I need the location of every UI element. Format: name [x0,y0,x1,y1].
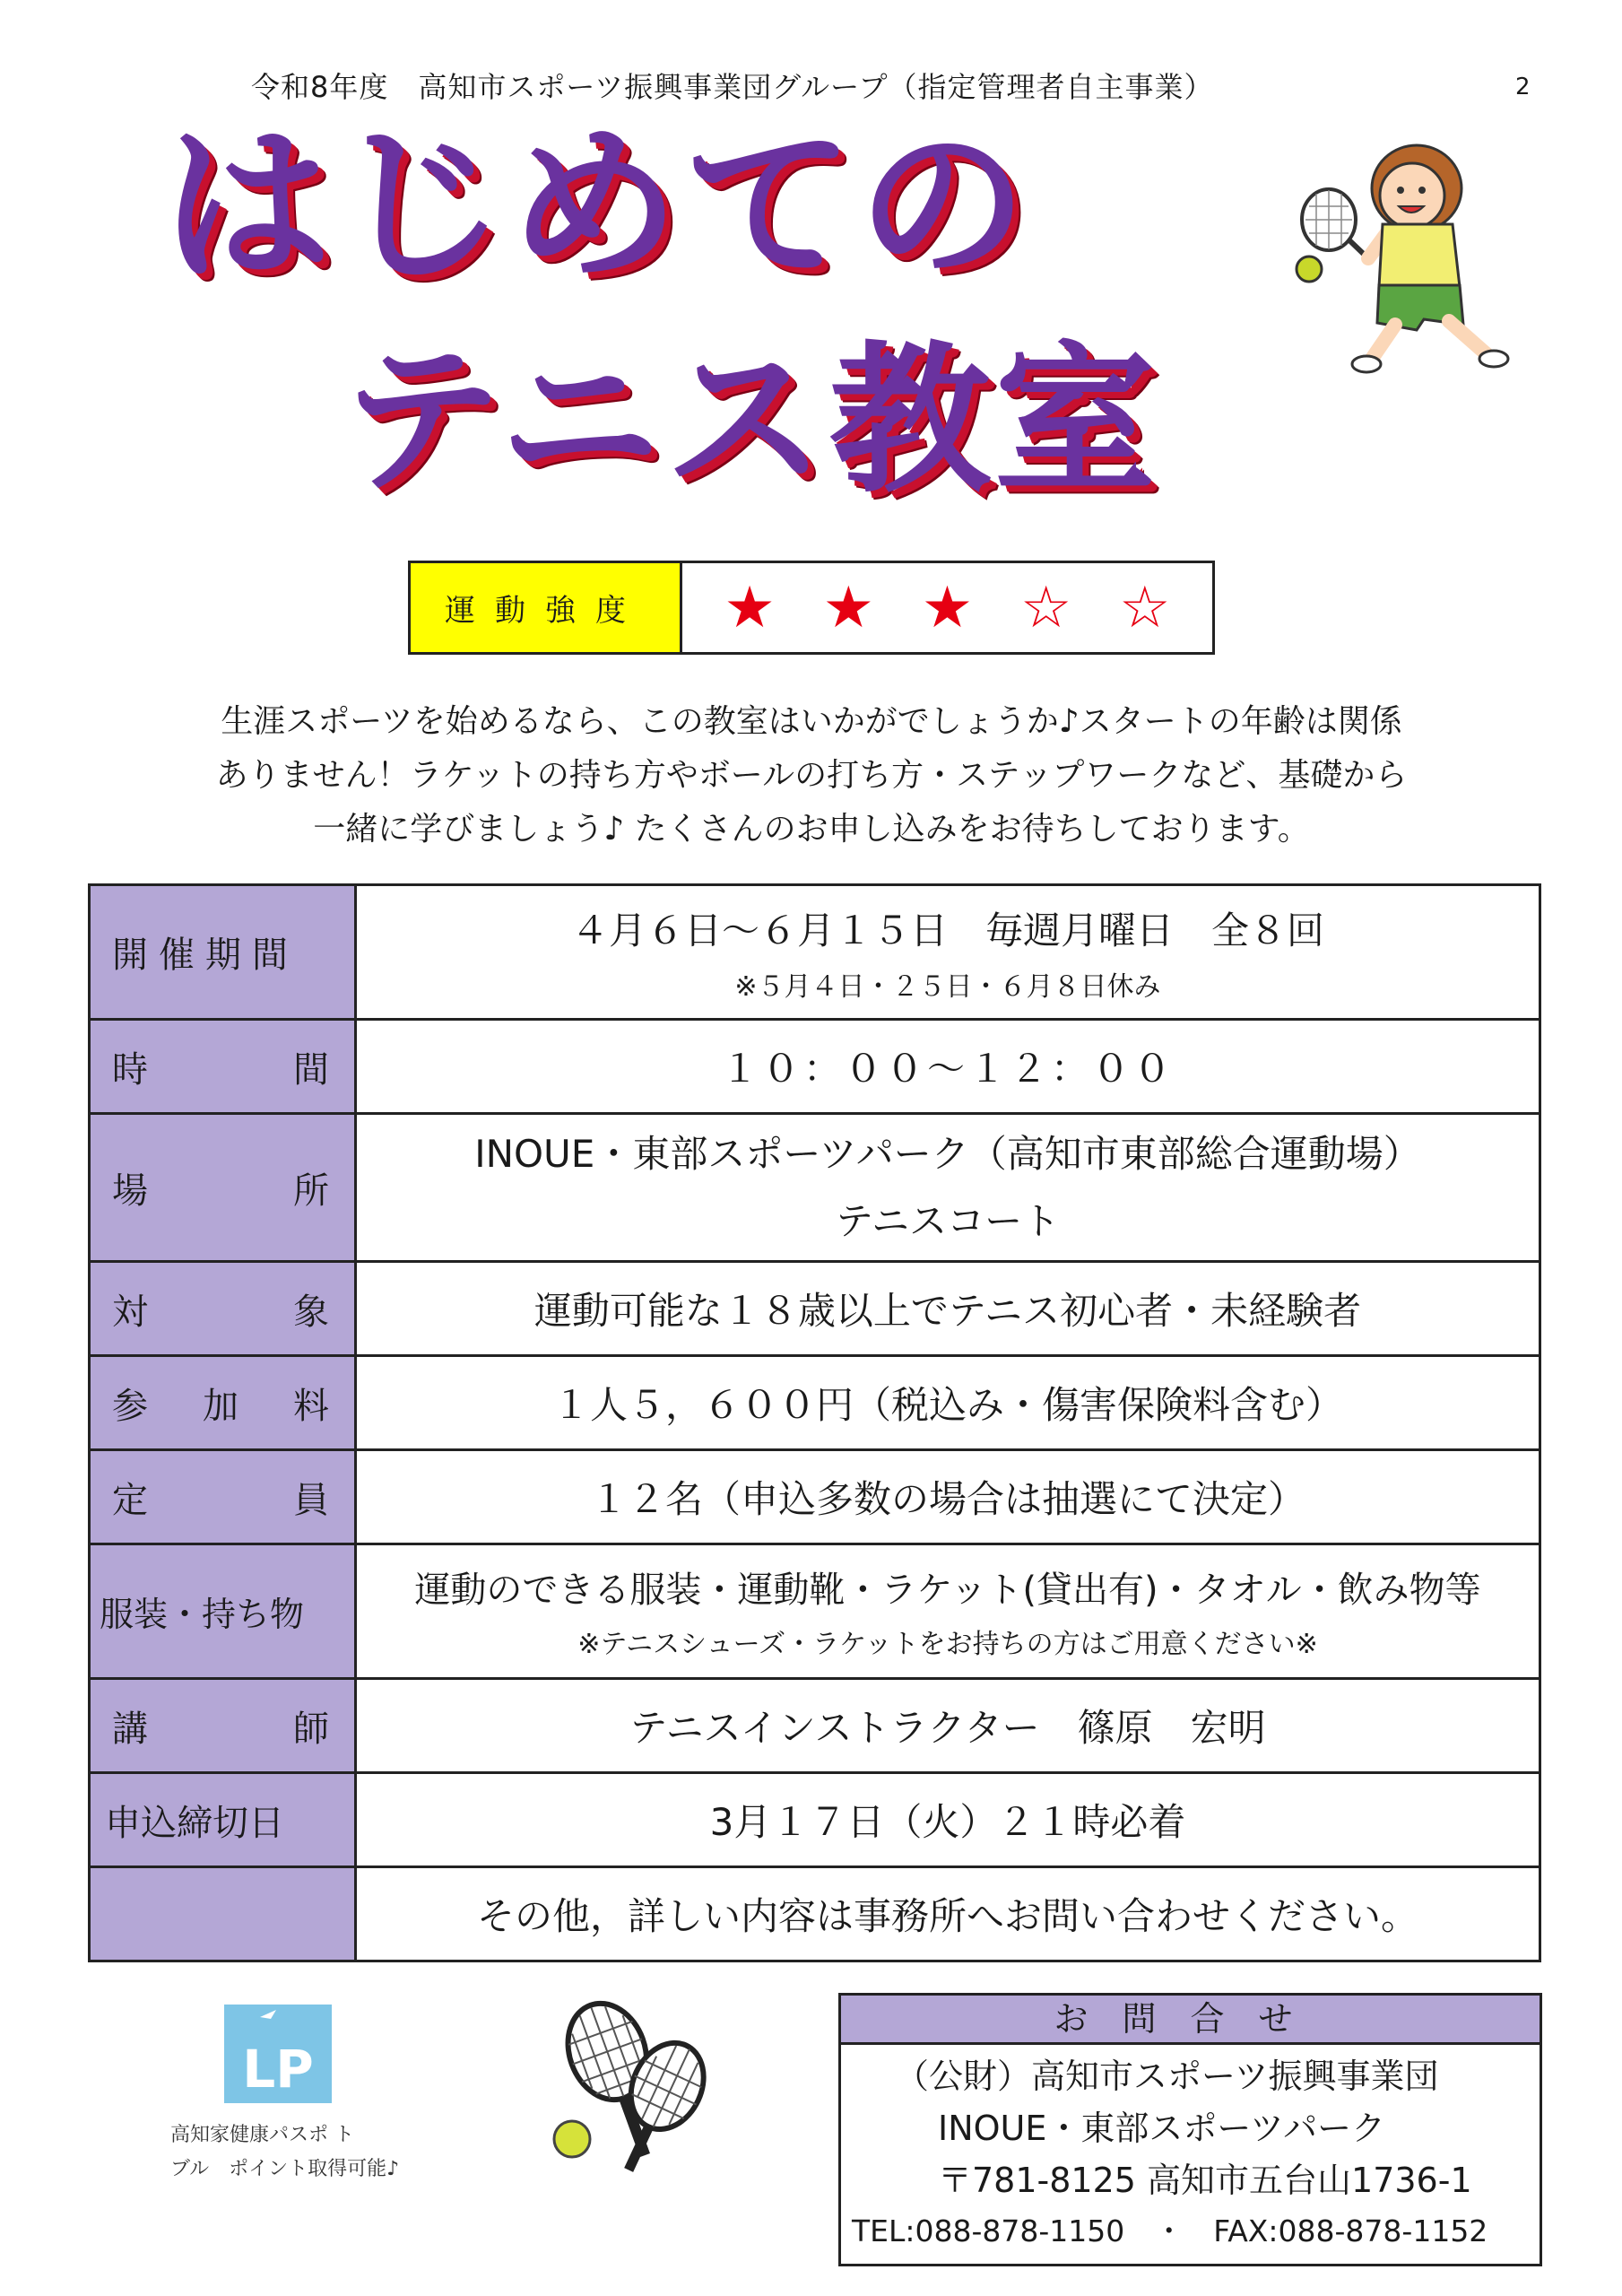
target-value: 運動可能な１８歳以上でテニス初心者・未経験者 [356,1262,1540,1356]
health-passport-logo [224,2005,332,2103]
contact-body [841,2045,1540,2264]
page-number: 2 [1515,74,1531,100]
rackets-illustration [529,1996,735,2179]
place-value: INOUE・東部スポーツパーク（高知市東部総合運動場） テニスコート [356,1114,1540,1262]
info-table [88,883,1541,1962]
deadline-label: 申込締切日 [90,1773,356,1867]
table-row [90,1450,1540,1544]
title-line-1: はじめての [161,107,1032,305]
period-value: ４月６日～６月１５日 毎週月曜日 全８回 ※５月４日・２５日・６月８日休み [356,885,1540,1020]
intro-line: 生涯スポーツを始めるなら、この教室はいかがでしょうか♪スタートの年齢は関係 [221,703,1402,740]
contact-facility: INOUE・東部スポーツパーク [938,2109,1386,2148]
passport-caption: 高知家健康パスポ ト ブル ポイント取得可能♪ [170,2124,400,2180]
deadline-value: 3月１７日（火）２１時必着 [356,1773,1540,1867]
contact-org: （公財）高知市スポーツ振興事業団 [895,2057,1439,2096]
target-label: 対 象 [90,1262,356,1356]
table-row [90,1114,1540,1262]
time-label: 時 間 [90,1020,356,1114]
contact-box [838,1993,1542,2266]
star-outline-icon: ☆ [1019,574,1072,641]
intro-paragraph [143,695,1479,857]
fee-value: １人５，６００円（税込み・傷害保険料含む） [356,1356,1540,1450]
intensity-label: 運動強度 [411,563,682,652]
table-row [90,1544,1540,1679]
capacity-label: 定 員 [90,1450,356,1544]
star-icon: ★ [921,574,974,641]
table-row [90,1020,1540,1114]
table-row [90,1356,1540,1450]
intensity-box [408,561,1215,655]
instructor-label: 講 師 [90,1679,356,1773]
intro-line: ありません！ラケットの持ち方やボールの打ち方・ステップワークなど、基礎から [215,757,1408,794]
period-label: 開催期間 [90,885,356,1020]
contact-tel-fax: TEL:088-878-1150 ・ FAX:088-878-1152 [852,2213,1488,2248]
table-row [90,1679,1540,1773]
items-note: ※テニスシューズ・ラケットをお持ちの方はご用意ください※ [577,1629,1318,1660]
star-icon: ★ [822,574,874,641]
fee-label: 参 加 料 [90,1356,356,1450]
place-label: 場 所 [90,1114,356,1262]
items-value: 運動のできる服装・運動靴・ラケット(貸出有)・タオル・飲み物等 ※テニスシューズ・ラケットをお持ちの方はご用意ください※ [356,1544,1540,1679]
other-value: その他，詳しい内容は事務所へお問い合わせください。 [356,1867,1540,1961]
title-line-2: テニス教室 [341,327,1159,515]
star-outline-icon: ☆ [1119,574,1171,641]
table-row [90,885,1540,1020]
table-row [90,1867,1540,1961]
contact-heading: お問合せ [841,1996,1540,2045]
period-note: ※５月４日・２５日・６月８日休み [734,970,1161,1003]
contact-address: 〒781-8125 高知市五台山1736-1 [938,2161,1472,2200]
capacity-value: １２名（申込多数の場合は抽選にて決定） [356,1450,1540,1544]
instructor-value: テニスインストラクター 篠原 宏明 [356,1679,1540,1773]
intensity-stars [682,563,1212,652]
time-value: １０：００～１２：００ [356,1020,1540,1114]
organizer-header: 令和8年度 高知市スポーツ振興事業団グループ（指定管理者自主事業） [251,70,1214,104]
intro-line: 一緒に学びましょう♪ たくさんのお申し込みをお待ちしております。 [313,811,1310,848]
table-row [90,1262,1540,1356]
other-label [90,1867,356,1961]
tennis-player-illustration [1282,135,1542,386]
items-label: 服装・持ち物 [90,1544,356,1679]
star-icon: ★ [724,574,776,641]
svg-text:LP: LP [242,2039,314,2100]
table-row [90,1773,1540,1867]
